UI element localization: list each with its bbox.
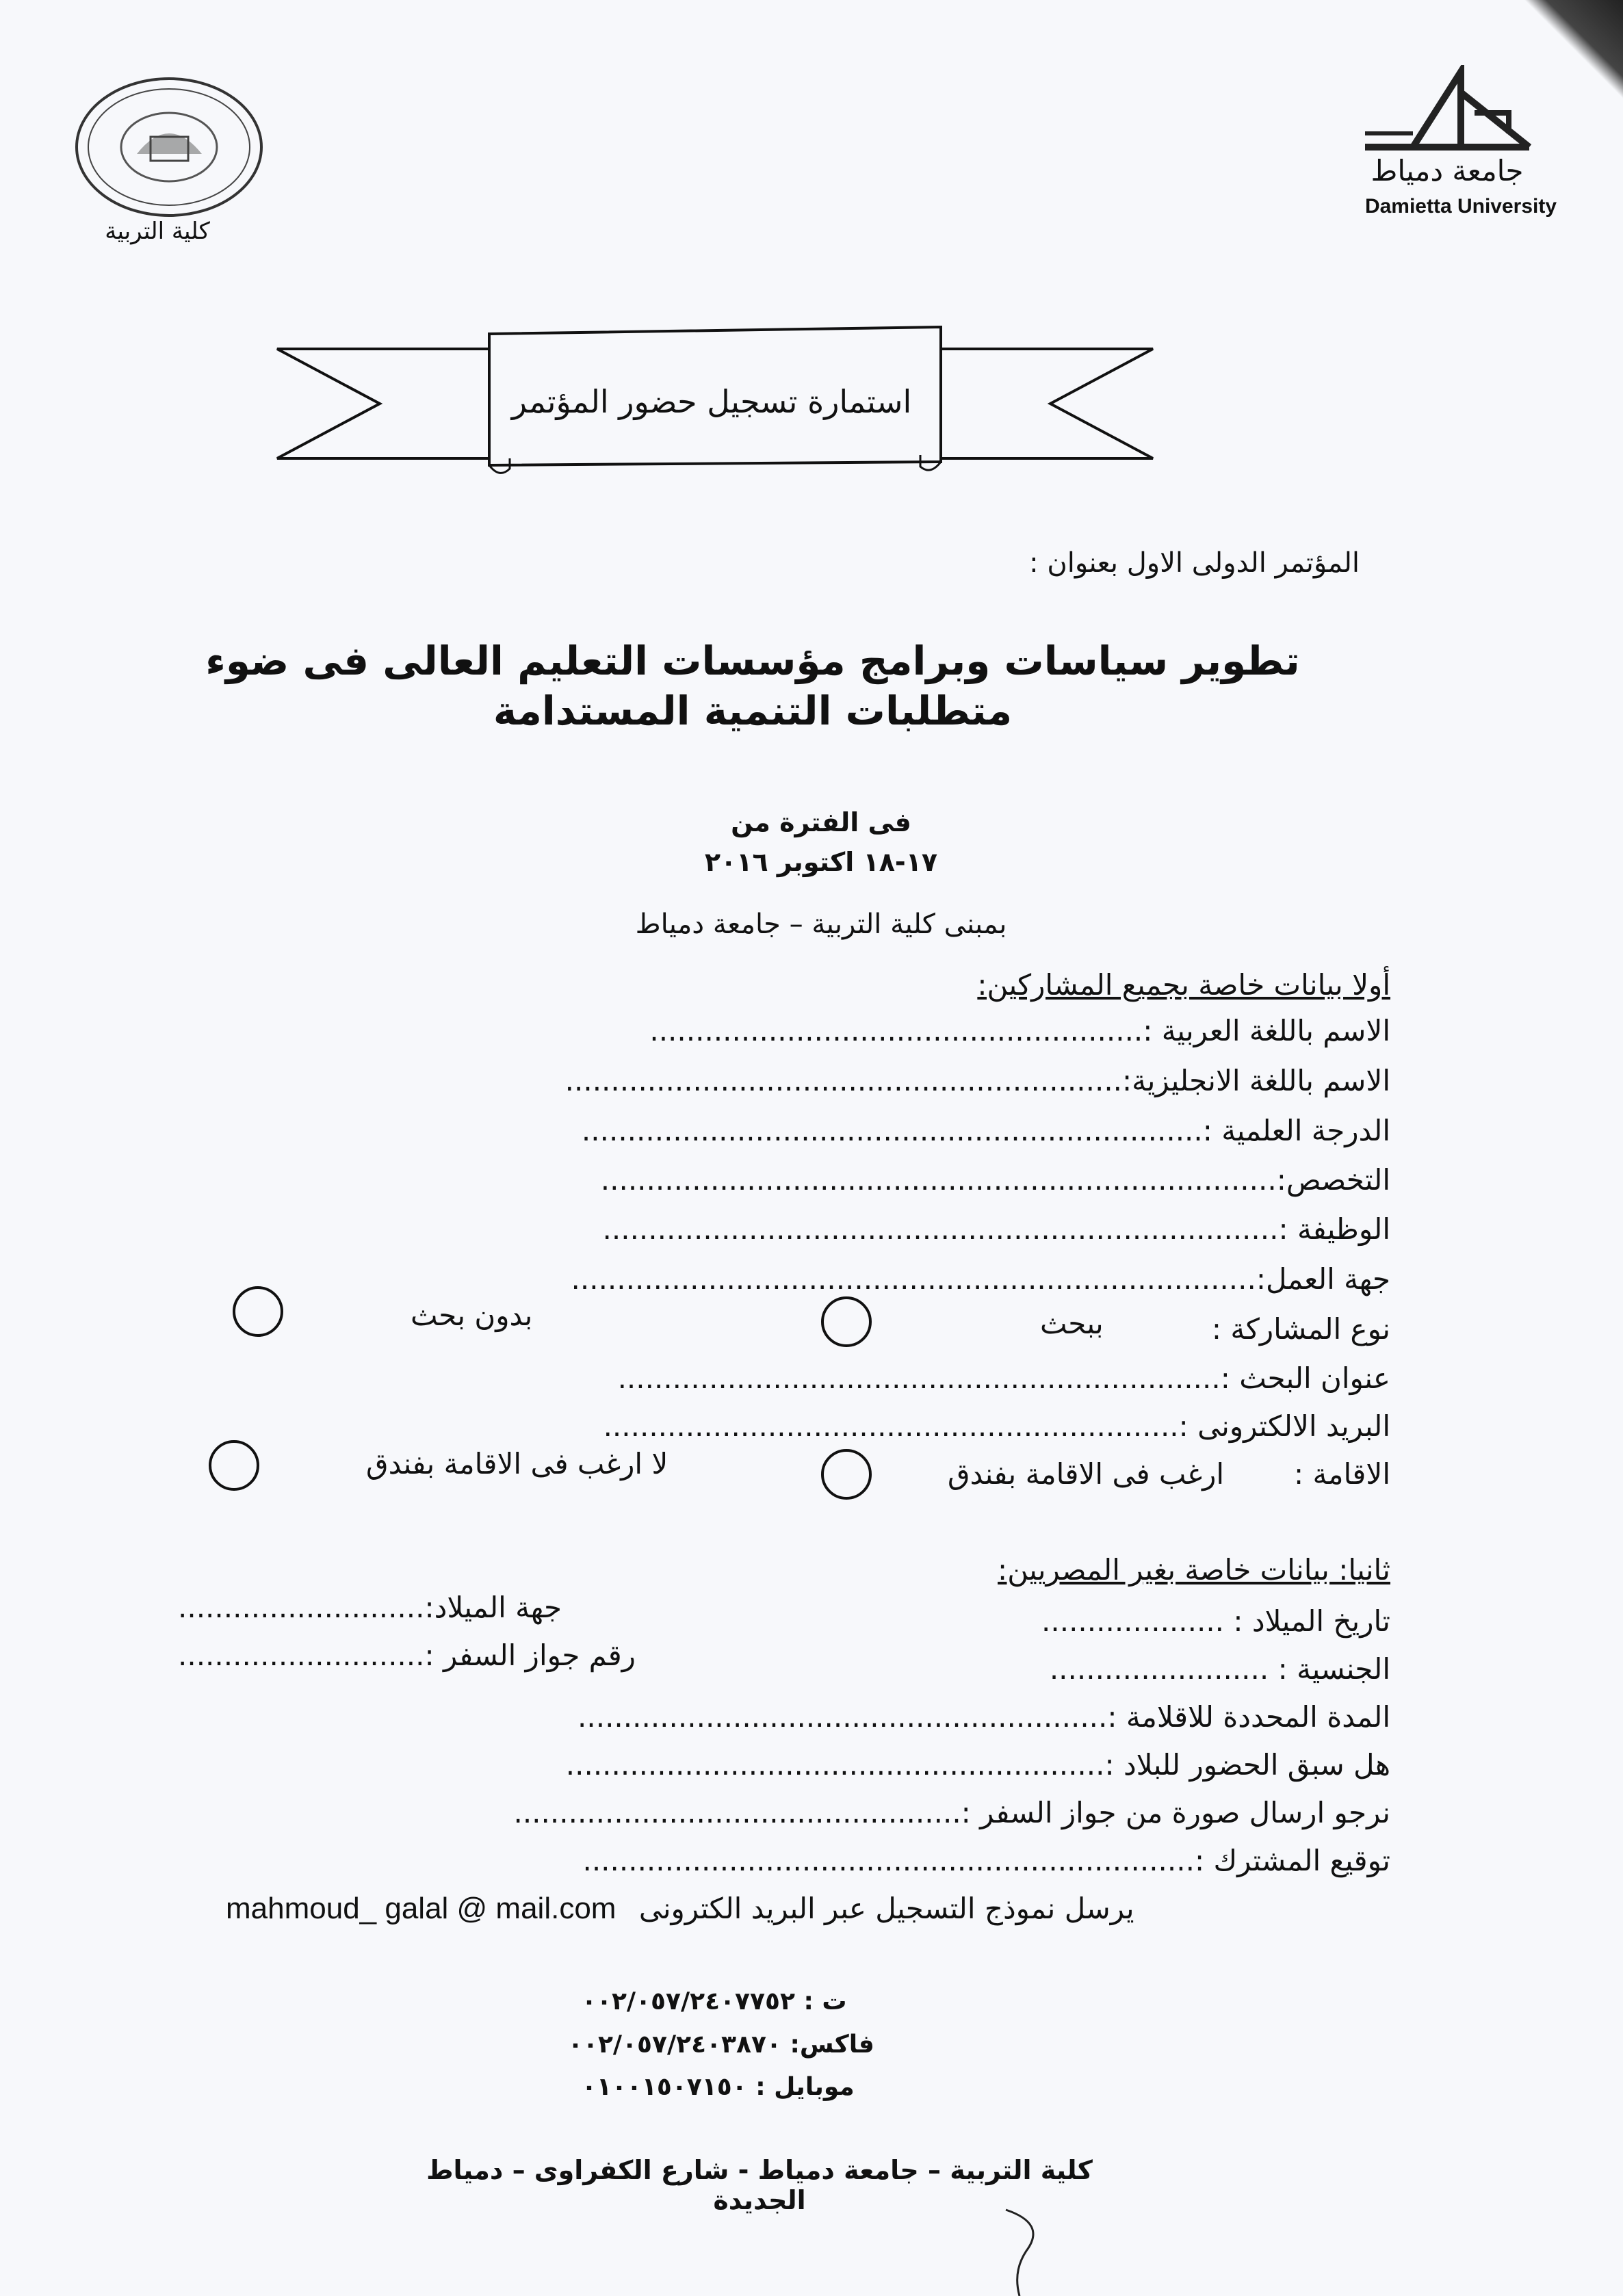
form-title: استمارة تسجيل حضور المؤتمر: [511, 383, 912, 420]
field-degree[interactable]: الدرجة العلمية :....................................................................: [581, 1114, 1390, 1147]
contact-fax: فاكس: ٠٠٢/٠٥٧/٢٤٠٣٨٧٠: [568, 2031, 874, 2059]
field-passport-copy[interactable]: نرجو ارسال صورة من جواز السفر :.................................................: [513, 1796, 1390, 1829]
field-name-ar[interactable]: الاسم باللغة العربية :......................................................: [649, 1014, 1390, 1047]
field-name-en[interactable]: الاسم باللغة الانجليزية:.............................................................: [564, 1064, 1390, 1097]
residence-label: الاقامة :: [1293, 1457, 1390, 1491]
submission-line: [226, 1892, 1134, 1926]
radio-want-hotel[interactable]: [821, 1449, 872, 1500]
university-name-en: Damietta University: [1364, 195, 1557, 218]
field-birth-place[interactable]: جهة الميلاد:...........................: [178, 1591, 562, 1624]
option-want-hotel-label: ارغب فى الاقامة بفندق: [948, 1457, 1225, 1491]
field-passport-no[interactable]: رقم جواز السفر :...........................: [178, 1639, 636, 1672]
submission-text: يرسل نموذج التسجيل عبر البريد الكترونى: [638, 1892, 1134, 1925]
period-label: فى الفترة من: [731, 807, 911, 837]
contact-mobile: موبايل : ٠١٠٠١٥٠٧١٥٠: [582, 2073, 855, 2101]
field-stay-duration[interactable]: المدة المحددة للاقلامة :..........................................................: [577, 1700, 1390, 1734]
option-with-research-label: ببحث: [1040, 1307, 1104, 1340]
field-employer[interactable]: جهة العمل:...........................................................................: [571, 1262, 1390, 1296]
section1-heading: أولا بيانات خاصة بجميع المشاركين:: [977, 968, 1390, 1002]
field-job[interactable]: الوظيفة :..........................................................................: [602, 1212, 1390, 1246]
field-specialty[interactable]: التخصص:..........................................................................: [600, 1163, 1390, 1197]
participation-type-label: نوع المشاركة :: [1211, 1312, 1390, 1346]
radio-no-hotel[interactable]: [209, 1440, 259, 1491]
university-name-ar: جامعة دمياط: [1371, 154, 1524, 187]
conference-label: المؤتمر الدولى الاول بعنوان :: [1029, 547, 1360, 579]
period-dates: ١٧-١٨ اكتوبر ٢٠١٦: [704, 847, 938, 877]
option-without-research-label: بدون بحث: [411, 1299, 533, 1332]
contact-phone: ت : ٠٠٢/٠٥٧/٢٤٠٧٧٥٢: [582, 1987, 847, 2015]
field-research-title[interactable]: عنوان البحث :..................................................................: [617, 1361, 1390, 1395]
venue: بمبنى كلية التربية – جامعة دمياط: [635, 909, 1007, 940]
option-no-hotel-label: لا ارغب فى الاقامة بفندق: [366, 1447, 668, 1480]
pen-scribble: [992, 2203, 1054, 2296]
field-visited-before[interactable]: هل سبق الحضور للبلاد :...........................................................: [565, 1748, 1390, 1782]
faculty-seal-icon: [72, 72, 267, 222]
field-email[interactable]: البريد الالكترونى :...............................................................: [603, 1409, 1390, 1443]
field-nationality[interactable]: الجنسية : ........................: [1049, 1652, 1390, 1686]
field-birth-date[interactable]: تاريخ الميلاد : ....................: [1041, 1604, 1390, 1638]
radio-with-research[interactable]: [821, 1296, 872, 1347]
college-name-small: كلية التربية: [105, 218, 210, 245]
section2-heading: ثانيا: بيانات خاصة بغير المصريين:: [998, 1553, 1390, 1587]
submission-email[interactable]: mahmoud_ galal @ mail.com: [226, 1892, 616, 1925]
radio-without-research[interactable]: [233, 1286, 283, 1337]
footer-address: كلية التربية – جامعة دمياط - شارع الكفراوى – دمياط الجديدة: [426, 2155, 1093, 2215]
conference-title: تطوير سياسات وبرامج مؤسسات التعليم العالى فى ضوء متطلبات التنمية المستدامة: [205, 638, 1300, 734]
field-signature[interactable]: توقيع المشترك :...................................................................: [582, 1844, 1390, 1877]
